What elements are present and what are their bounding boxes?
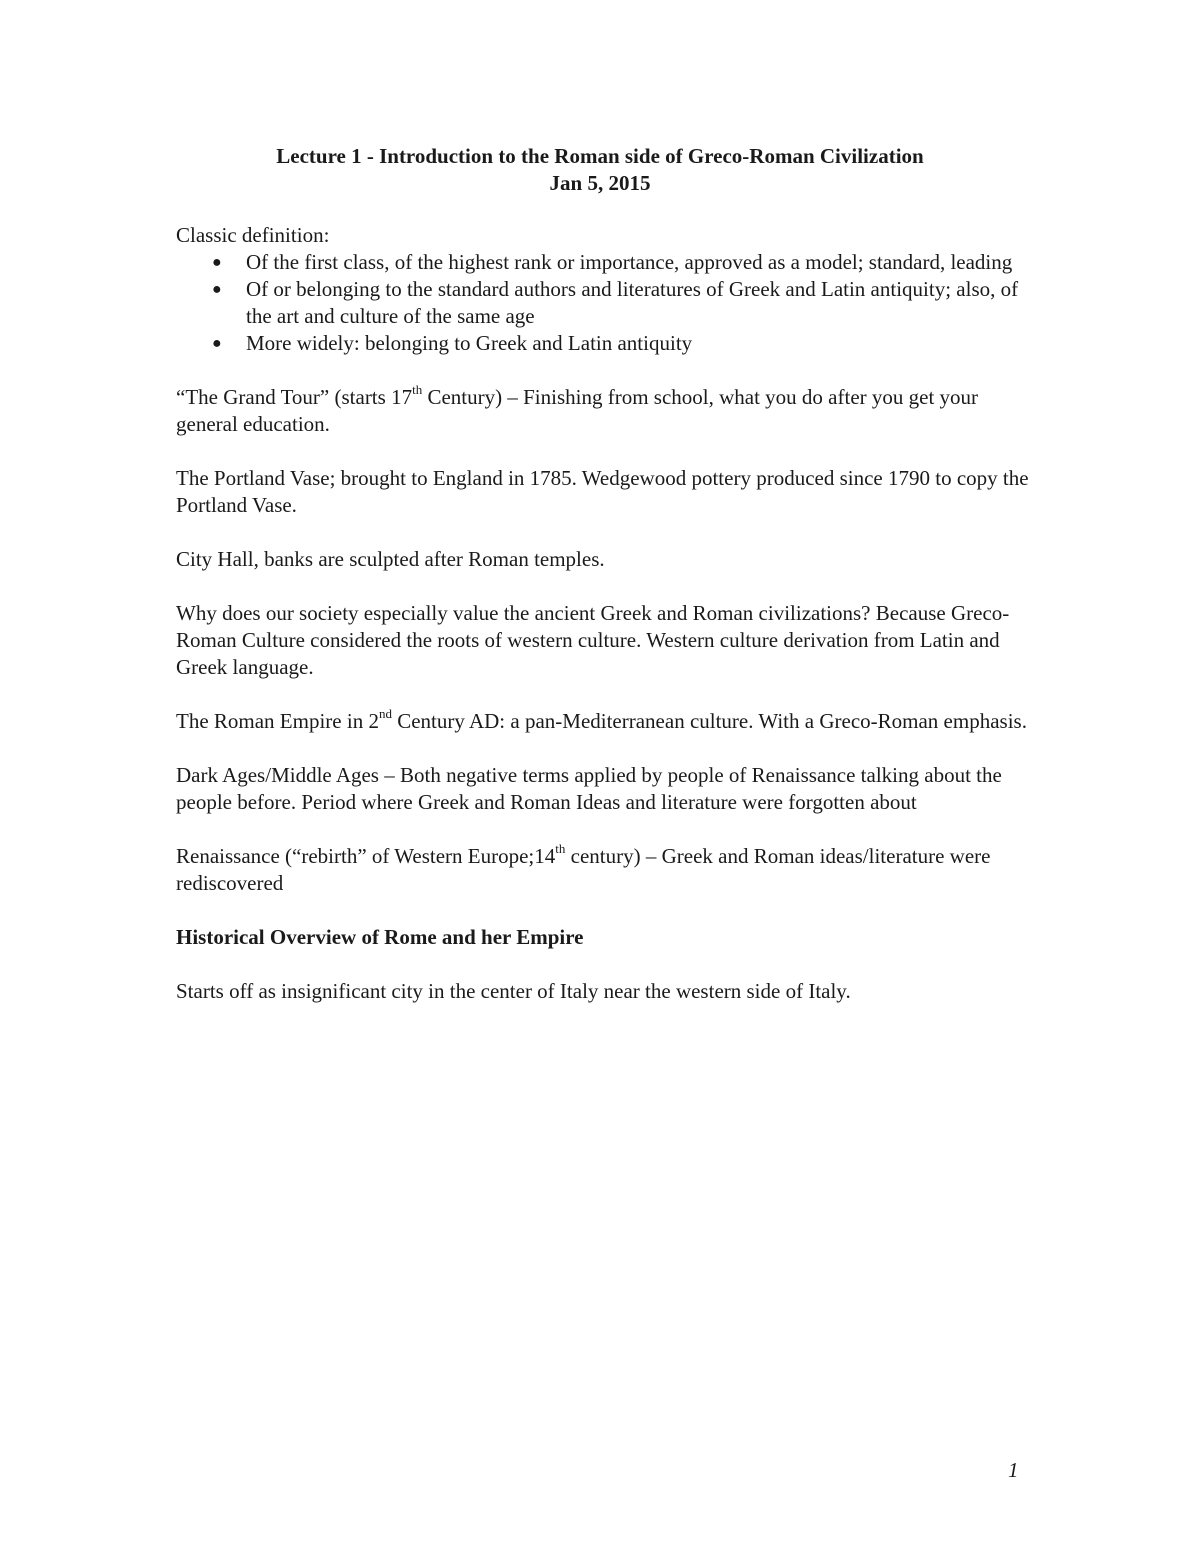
lecture-date: Jan 5, 2015 bbox=[549, 171, 651, 195]
section-heading: Historical Overview of Rome and her Empire bbox=[176, 925, 584, 949]
portland-vase-paragraph: The Portland Vase; brought to England in 1785. Wedgewood pottery produced since 1790 to copy the Portland Vase. bbox=[176, 466, 1029, 517]
list-item bbox=[212, 249, 1036, 276]
section-paragraph: Starts off as insignificant city in the center of Italy near the western side of Italy. bbox=[176, 979, 851, 1003]
page-number: 1 bbox=[1008, 1458, 1019, 1482]
list-item bbox=[212, 330, 1036, 357]
dark-ages-paragraph: Dark Ages/Middle Ages – Both negative terms applied by people of Renaissance talking about the people before. Period where Greek and Roman Ideas and literature were forgotten about bbox=[176, 763, 1002, 814]
grand-tour-superscript: th bbox=[412, 382, 423, 397]
list-item-text: Of or belonging to the standard authors and literatures of Greek and Latin antiquity; also, of the art and culture of the same age bbox=[246, 277, 1019, 328]
renaissance-text-start: Renaissance (“rebirth” of Western Europe;14 bbox=[176, 844, 556, 868]
roman-empire-text-start: The Roman Empire in 2 bbox=[176, 709, 379, 733]
renaissance-superscript: th bbox=[555, 841, 566, 856]
roman-empire-text-end: Century AD: a pan-Mediterranean culture. With a Greco-Roman emphasis. bbox=[391, 709, 1027, 733]
roman-empire-paragraph bbox=[176, 708, 1036, 735]
grand-tour-text-start: “The Grand Tour” (starts 17 bbox=[176, 385, 413, 409]
classic-definition-heading: Classic definition: bbox=[176, 223, 330, 247]
list-item-text: More widely: belonging to Greek and Latin antiquity bbox=[246, 331, 693, 355]
roman-empire-superscript: nd bbox=[378, 706, 392, 721]
document-body bbox=[176, 222, 1036, 1032]
bullet-icon: ● bbox=[212, 335, 222, 352]
list-item bbox=[212, 276, 1036, 330]
lecture-title: Lecture 1 - Introduction to the Roman side of Greco-Roman Civilization bbox=[276, 144, 924, 168]
grand-tour-text-end: Century) – Finishing from school, what you do after you get your general education. bbox=[176, 385, 979, 436]
bullet-icon: ● bbox=[212, 254, 222, 271]
city-hall-paragraph: City Hall, banks are sculpted after Roman temples. bbox=[176, 547, 605, 571]
why-value-paragraph: Why does our society especially value the ancient Greek and Roman civilizations? Because Greco-Roman Culture considered the roots of western culture. Western culture derivation from Latin and Greek language. bbox=[176, 601, 1010, 679]
bullet-icon: ● bbox=[212, 281, 222, 298]
grand-tour-paragraph bbox=[176, 384, 1036, 438]
classic-definition-list bbox=[176, 249, 1036, 357]
list-item-text: Of the first class, of the highest rank or importance, approved as a model; standard, leading bbox=[246, 250, 1013, 274]
renaissance-text-end: century) – Greek and Roman ideas/literature were rediscovered bbox=[176, 844, 991, 895]
title-block bbox=[0, 143, 1200, 197]
renaissance-paragraph bbox=[176, 843, 1036, 897]
